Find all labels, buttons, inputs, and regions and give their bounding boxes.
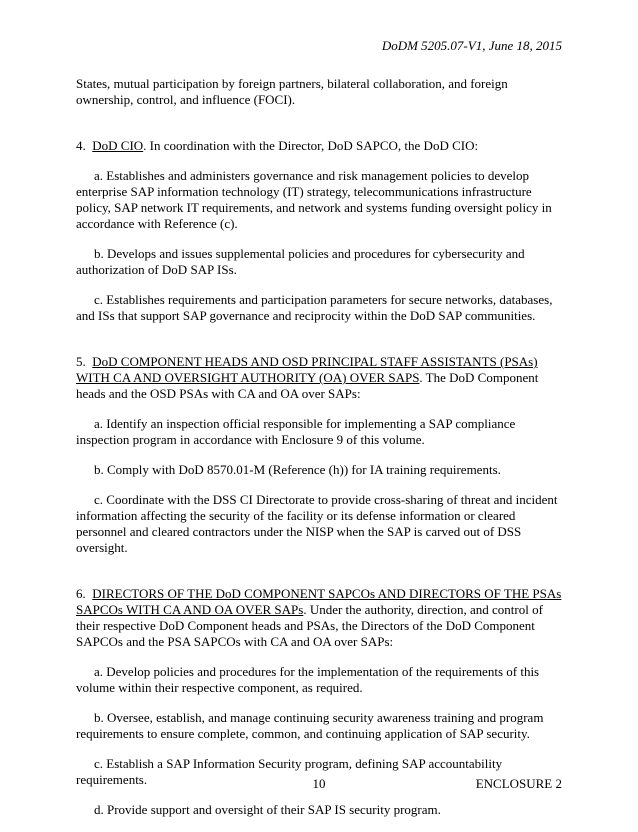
section-5-number: 5. — [76, 354, 86, 369]
enclosure-label: ENCLOSURE 2 — [475, 776, 562, 791]
section-5-heading: DoD COMPONENT HEADS AND OSD PRINCIPAL STAFF ASSISTANTS (PSAs) WITH CA AND OVERSIGHT AUTHORITY (OA) OVER SAPS — [76, 354, 538, 385]
section-4c: c. Establishes requirements and participation parameters for secure networks, databases, and ISs that support SAP governance and reciprocity within the DoD SAP communities. — [76, 292, 553, 323]
section-4b: b. Develops and issues supplemental policies and procedures for cybersecurity and authorization of DoD SAP ISs. — [76, 246, 525, 277]
section-6-heading: DIRECTORS OF THE DoD COMPONENT SAPCOs AND DIRECTORS OF THE PSAs SAPCOs WITH CA AND OA OVER SAPs — [76, 586, 562, 617]
section-6 — [76, 586, 562, 650]
section-4-intro: . In coordination with the Director, DoD SAPCO, the DoD CIO: — [143, 138, 479, 153]
section-4-heading: DoD CIO — [92, 138, 144, 153]
section-6b: b. Oversee, establish, and manage continuing security awareness training and program requirements to ensure complete, common, and continuing application of SAP security. — [76, 710, 544, 741]
section-5a: a. Identify an inspection official responsible for implementing a SAP compliance inspection program in accordance with Enclosure 9 of this volume. — [76, 416, 516, 447]
section-6d: d. Provide support and oversight of their SAP IS security program. — [94, 802, 441, 817]
section-6-number: 6. — [76, 586, 86, 601]
section-4 — [76, 138, 562, 154]
page-number: 10 — [312, 776, 326, 791]
section-5 — [76, 354, 562, 402]
running-header: DoDM 5205.07-V1, June 18, 2015 — [381, 38, 562, 53]
section-6-intro: . Under the authority, direction, and control of their respective DoD Component heads and PSAs, the Directors of the DoD Component SAPCOs and the PSA SAPCOs with CA and OA over SAPs: — [76, 602, 543, 649]
section-5-intro: . The DoD Component heads and the OSD PSAs with CA and OA over SAPs: — [76, 370, 539, 401]
section-6c: c. Establish a SAP Information Security program, defining SAP accountability requirements. — [76, 756, 503, 787]
document-body — [76, 76, 562, 832]
section-4-number: 4. — [76, 138, 86, 153]
section-4a: a. Establishes and administers governance and risk management policies to develop enterprise SAP information technology (IT) strategy, telecommunications infrastructure policy, SAP network IT requirements, and network and systems funding oversight policy in accordance with Reference (c). — [76, 168, 552, 231]
section-5b: b. Comply with DoD 8570.01-M (Reference (h)) for IA training requirements. — [94, 462, 501, 477]
section-5c: c. Coordinate with the DSS CI Directorate to provide cross-sharing of threat and incident information affecting the security of the facility or its defense information or cleared personnel and cleared contractors under the NISP when the SAP is carved out of DSS oversight. — [76, 492, 558, 555]
section-6a: a. Develop policies and procedures for the implementation of the requirements of this volume within their respective component, as required. — [76, 664, 540, 695]
paragraph-continuation: States, mutual participation by foreign partners, bilateral collaboration, and foreign ownership, control, and influence (FOCI). — [76, 76, 508, 107]
